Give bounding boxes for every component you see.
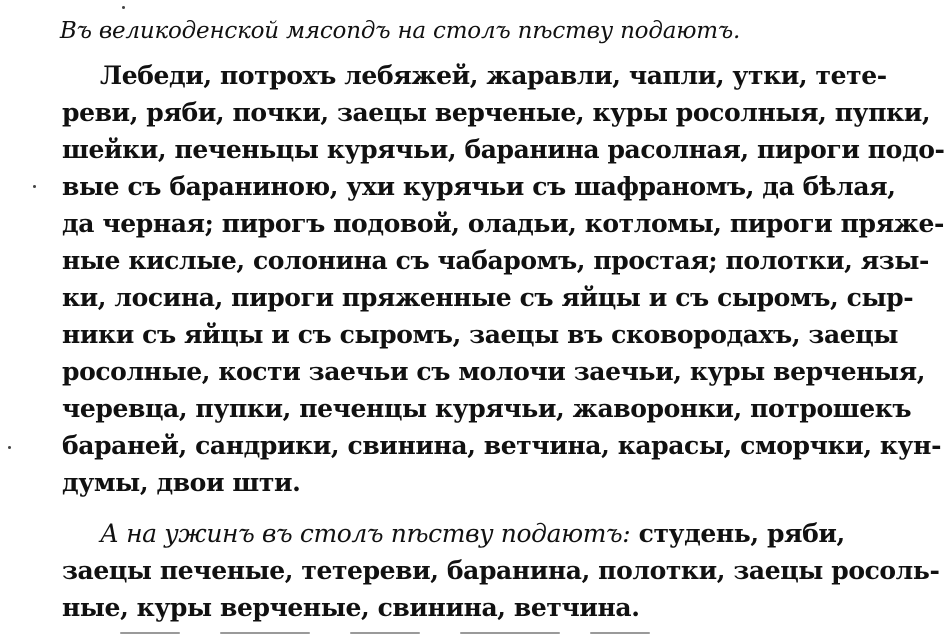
paragraph-1-line-4: вые съ бараниною, ухи курячьи съ шафраномъ, да бѣлая, bbox=[62, 172, 896, 201]
paper-speck bbox=[8, 446, 11, 449]
paper-speck bbox=[33, 185, 36, 188]
paragraph-1-line-6: ные кислые, солонина съ чабаромъ, простая; полотки, язы- bbox=[62, 246, 929, 275]
paragraph-1-line-12: думы, двои шти. bbox=[62, 468, 301, 497]
paragraph-1-line-2: реви, ряби, почки, заецы верченые, куры росолныя, пупки, bbox=[62, 98, 931, 127]
section-heading: Въ великоденской мясопдъ на столъ пѣству подаютъ. bbox=[59, 18, 741, 44]
paragraph-1-line-1: Лебеди, потрохъ лебяжей, жаравли, чапли, утки, тете- bbox=[100, 61, 887, 90]
cropped-next-line bbox=[110, 630, 670, 635]
paragraph-1-line-3: шейки, печеньцы курячьи, баранина расолная, пироги подо- bbox=[62, 135, 944, 164]
paragraph-2-line-2: заецы печеные, тетереви, баранина, полотки, заецы росоль- bbox=[62, 556, 940, 585]
paragraph-1-line-9: росолные, кости заечьи съ молочи заечьи, куры верченыя, bbox=[62, 357, 926, 386]
paragraph-1-line-10: черевца, пупки, печенцы курячьи, жаворонки, потрошекъ bbox=[62, 394, 912, 423]
paragraph-1-line-8: ники съ яйцы и съ сыромъ, заецы въ сковородахъ, заецы bbox=[62, 320, 899, 349]
paragraph-2-italic-lead: А на ужинъ въ столъ пѣству подаютъ: bbox=[100, 519, 631, 548]
paragraph-2-line-1 bbox=[100, 516, 845, 552]
paragraph-1-line-5: да черная; пирогъ подовой, оладьи, котломы, пироги пряже- bbox=[62, 209, 944, 238]
paragraph-2-first-line-rest: студень, ряби, bbox=[630, 519, 845, 548]
paper-speck bbox=[122, 6, 125, 9]
paragraph-1-line-7: ки, лосина, пироги пряженные съ яйцы и съ сыромъ, сыр- bbox=[62, 283, 914, 312]
paragraph-1-line-11: бараней, сандрики, свинина, ветчина, карасы, сморчки, кун- bbox=[62, 431, 942, 460]
paragraph-2-line-3: ные, куры верченые, свинина, ветчина. bbox=[62, 593, 640, 622]
